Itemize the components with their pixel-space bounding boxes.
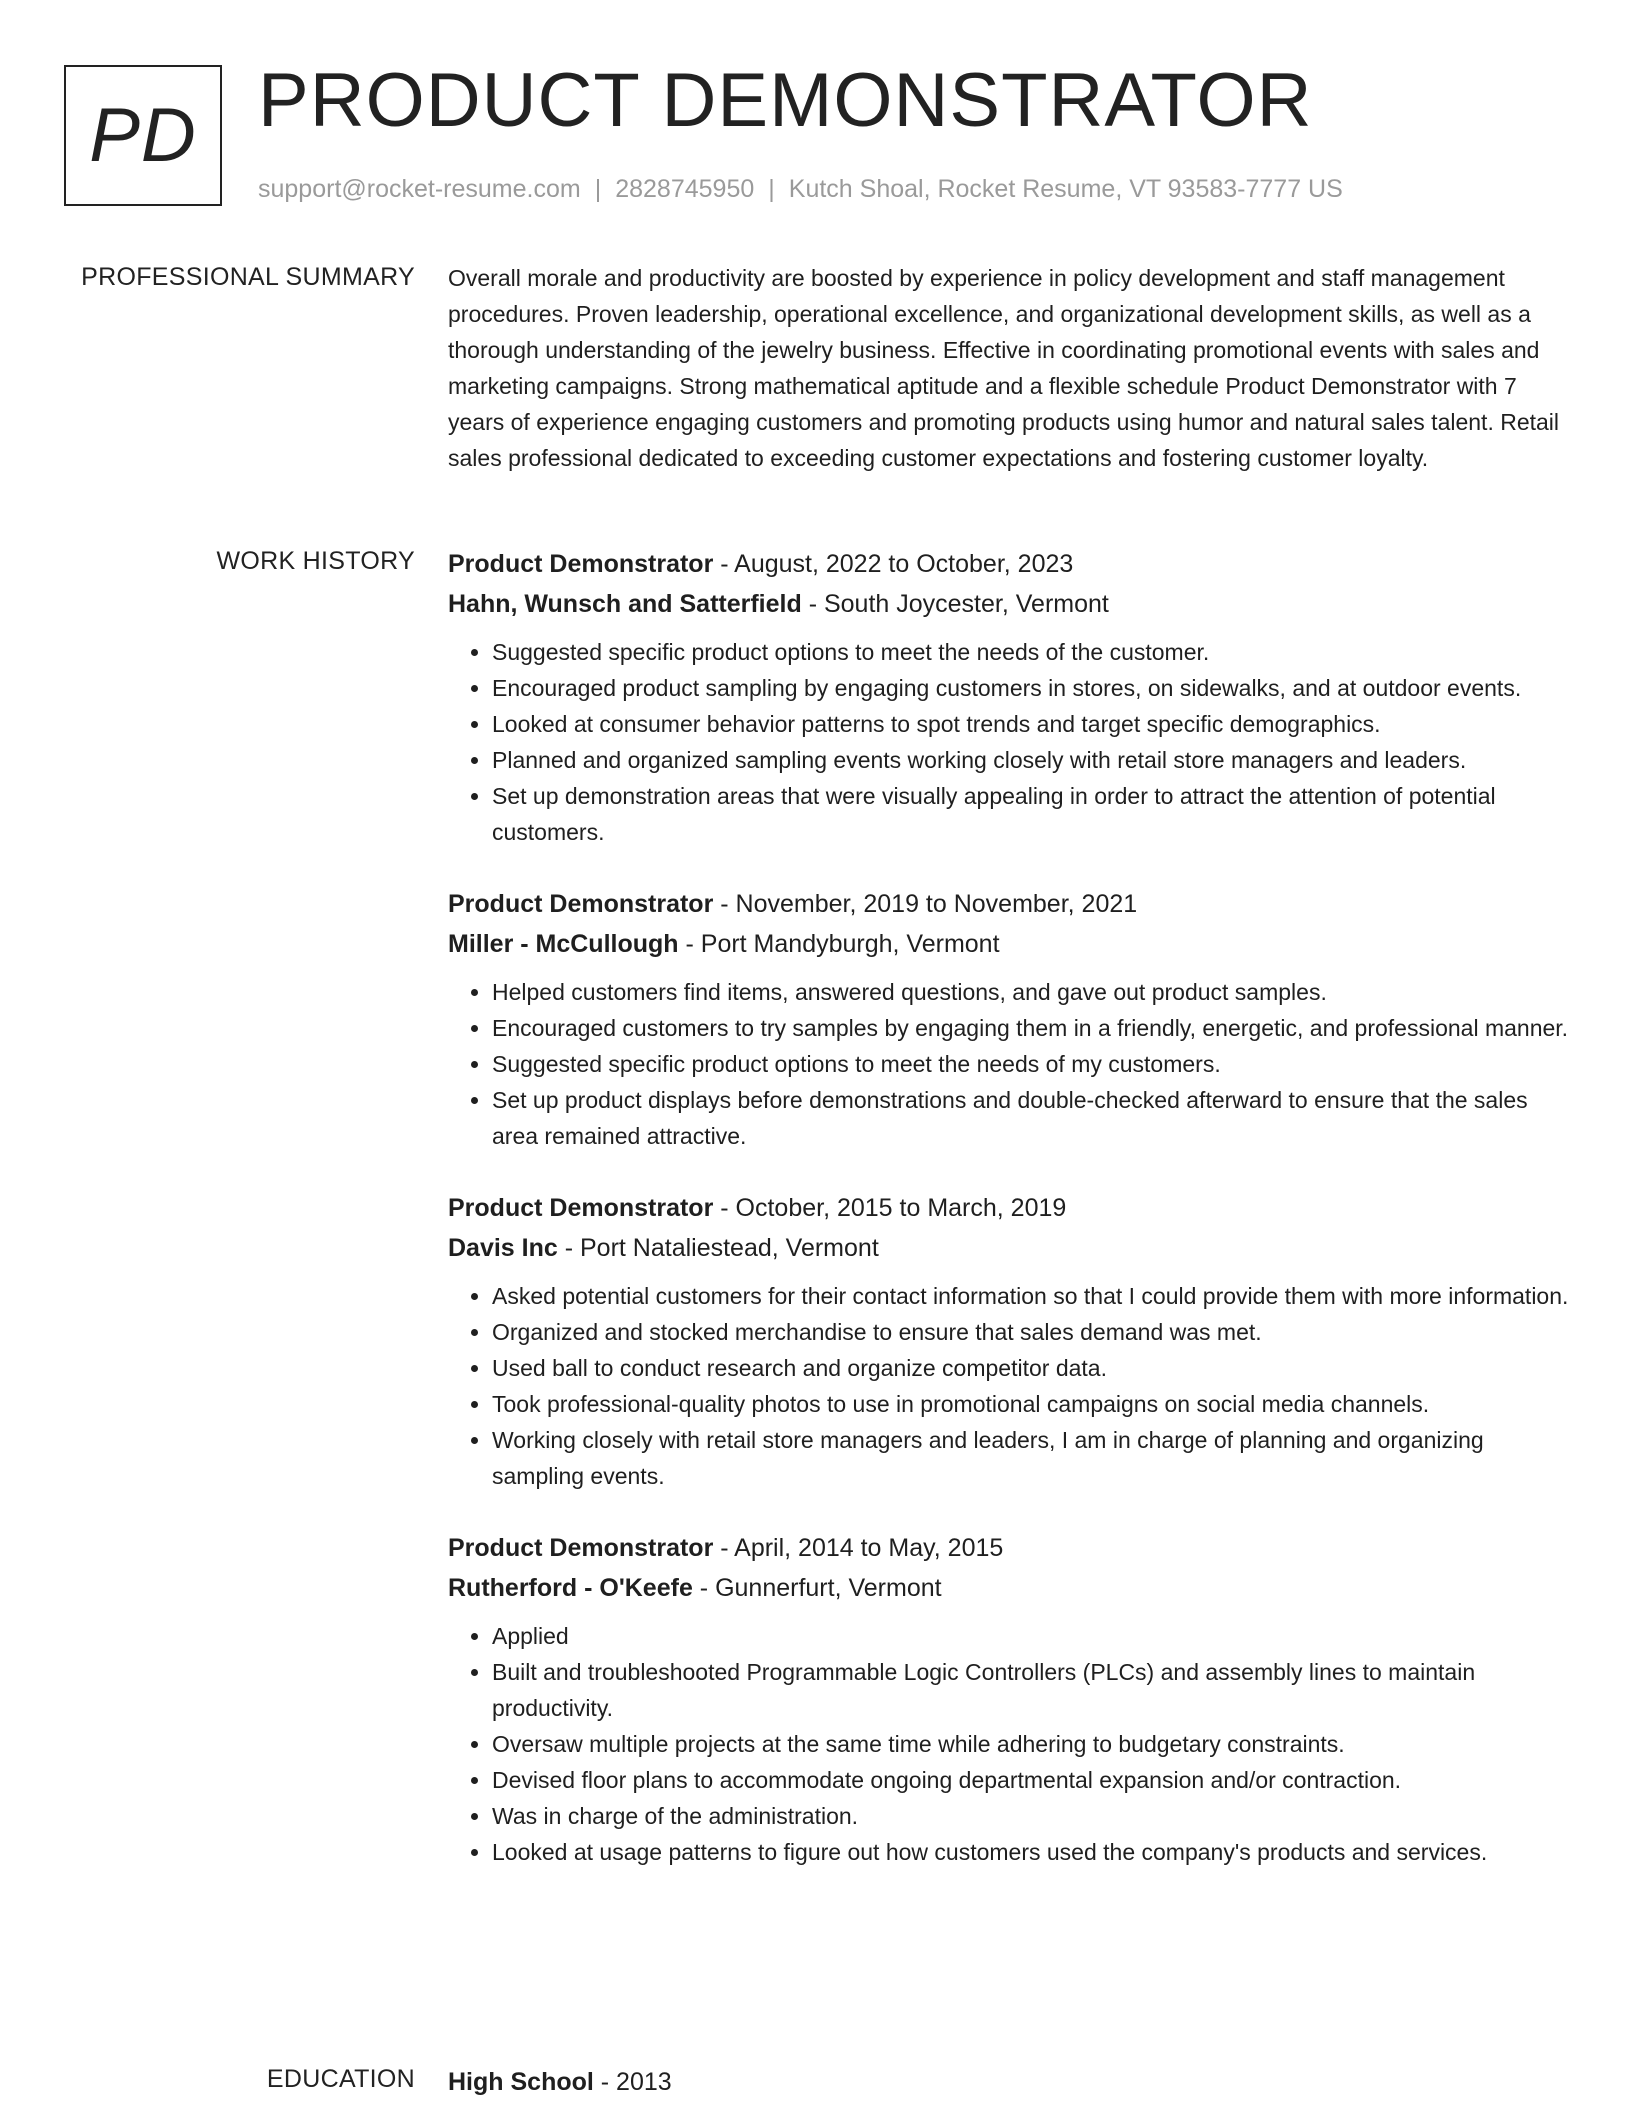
job-company: Rutherford - O'Keefe [448,1574,693,1602]
bullet-item: • Applied [492,1618,1570,1654]
job-company-line [448,584,1570,624]
job-title-line [448,1188,1570,1228]
bullet-item: • Asked potential customers for their contact information so that I could provide them with more information. [492,1278,1570,1314]
job-company-line [448,1228,1570,1268]
job-company: Davis Inc [448,1234,558,1262]
section-heading-education: EDUCATION [266,2065,415,2093]
job-title: Product Demonstrator [448,890,714,918]
contact-phone: 2828745950 [615,175,755,203]
job-company: Miller - McCullough [448,930,679,958]
page-title: PRODUCT DEMONSTRATOR [258,58,1313,143]
job-bullets [448,634,1570,850]
job-title-line [448,1528,1570,1568]
job-dates: - April, 2014 to May, 2015 [713,1534,1004,1562]
contact-separator: | [768,175,775,203]
job-entry [448,544,1570,850]
job-company-line [448,924,1570,964]
bullet-item: • Looked at consumer behavior patterns to spot trends and target specific demographics. [492,706,1570,742]
job-company: Hahn, Wunsch and Satterfield [448,590,802,618]
bullet-item: • Suggested specific product options to meet the needs of my customers. [492,1046,1570,1082]
bullet-item: • Looked at usage patterns to figure out how customers used the company's products and services. [492,1834,1570,1870]
job-company-line [448,1568,1570,1608]
bullet-item: • Working closely with retail store managers and leaders, I am in charge of planning and organizing sampling events. [492,1422,1570,1494]
job-bullets [448,1278,1570,1494]
bullet-item: • Organized and stocked merchandise to ensure that sales demand was met. [492,1314,1570,1350]
bullet-item: • Built and troubleshooted Programmable Logic Controllers (PLCs) and assembly lines to maintain productivity. [492,1654,1570,1726]
bullet-item: • Was in charge of the administration. [492,1798,1570,1834]
job-entry [448,1528,1570,1870]
work-history-body [448,544,1570,1904]
job-dates: - November, 2019 to November, 2021 [713,890,1138,918]
bullet-item: • Used ball to conduct research and organize competitor data. [492,1350,1570,1386]
job-title: Product Demonstrator [448,550,714,578]
job-entry [448,1188,1570,1494]
contact-email: support@rocket-resume.com [258,175,581,203]
job-location: - Port Nataliestead, Vermont [557,1234,879,1262]
job-location: - South Joycester, Vermont [801,590,1109,618]
job-title: Product Demonstrator [448,1534,714,1562]
summary-body [448,260,1570,476]
bullet-item: • Set up demonstration areas that were visually appealing in order to attract the attention of potential customers. [492,778,1570,850]
education-year: - 2013 [593,2068,672,2096]
job-location: - Port Mandyburgh, Vermont [678,930,1000,958]
job-dates: - August, 2022 to October, 2023 [713,550,1074,578]
education-body [448,2062,1570,2102]
bullet-item: • Planned and organized sampling events working closely with retail store managers and leaders. [492,742,1570,778]
bullet-item: • Set up product displays before demonstrations and double-checked afterward to ensure that the sales area remained attractive. [492,1082,1570,1154]
bullet-item: • Encouraged customers to try samples by engaging them in a friendly, energetic, and professional manner. [492,1010,1570,1046]
monogram-logo: PD [64,65,222,206]
bullet-item: • Oversaw multiple projects at the same time while adhering to budgetary constraints. [492,1726,1570,1762]
bullet-item: • Suggested specific product options to meet the needs of the customer. [492,634,1570,670]
job-entry [448,884,1570,1154]
job-title-line [448,544,1570,584]
bullet-item: • Encouraged product sampling by engaging customers in stores, on sidewalks, and at outdoor events. [492,670,1570,706]
bullet-item: • Helped customers find items, answered questions, and gave out product samples. [492,974,1570,1010]
job-title: Product Demonstrator [448,1194,714,1222]
summary-text: Overall morale and productivity are boosted by experience in policy development and staff management procedures. Proven leadership, operational excellence, and organizational development skills, as well as a thorough understanding of the jewelry business. Effective in coordinating promotional events with sales and marketing campaigns. Strong mathematical aptitude and a flexible schedule Product Demonstrator with 7 years of experience engaging customers and promoting products using humor and natural sales talent. Retail sales professional dedicated to exceeding customer expectations and fostering customer loyalty. [448,265,1560,471]
education-line [448,2062,1570,2102]
contact-address: Kutch Shoal, Rocket Resume, VT 93583-7777 US [788,175,1343,203]
job-bullets [448,1618,1570,1870]
bullet-item: • Devised floor plans to accommodate ongoing departmental expansion and/or contraction. [492,1762,1570,1798]
bullet-item: • Took professional-quality photos to use in promotional campaigns on social media channels. [492,1386,1570,1422]
education-degree: High School [448,2068,594,2096]
job-title-line [448,884,1570,924]
job-location: - Gunnerfurt, Vermont [692,1574,942,1602]
job-bullets [448,974,1570,1154]
section-heading-summary: PROFESSIONAL SUMMARY [81,263,415,291]
contact-separator: | [594,175,602,203]
job-dates: - October, 2015 to March, 2019 [713,1194,1067,1222]
contact-line [258,174,1343,204]
section-heading-work-history: WORK HISTORY [216,547,415,575]
